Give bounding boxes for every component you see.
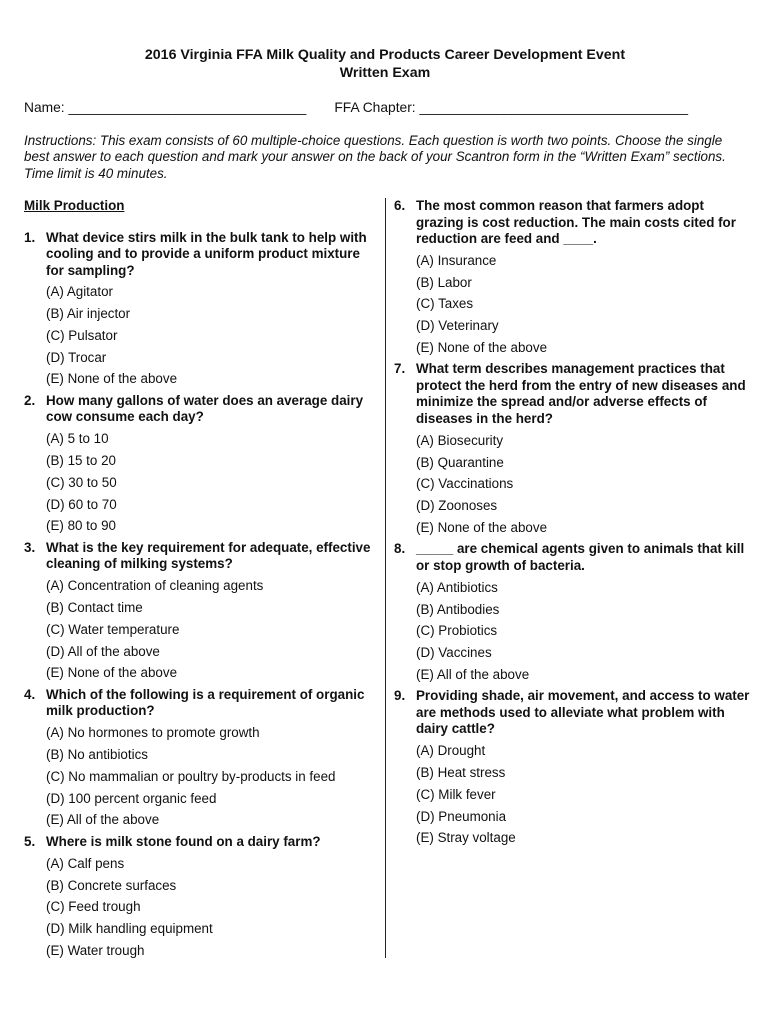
answer-option[interactable]: (A) Drought — [416, 743, 486, 759]
answer-option[interactable]: (C) 30 to 50 — [46, 474, 117, 490]
answer-option[interactable]: (A) Agitator — [46, 284, 113, 300]
answer-option[interactable]: (B) Heat stress — [416, 765, 506, 781]
question-text: The most common reason that farmers adopt grazing is cost reduction. The main costs cited for reduction are feed and ____. — [416, 198, 736, 246]
question-number: 3. — [24, 539, 36, 555]
question-text: How many gallons of water does an average dairy cow consume each day? — [46, 392, 364, 425]
answer-option[interactable]: (B) Air injector — [46, 306, 131, 322]
title-line-1: 2016 Virginia FFA Milk Quality and Products Career Development Event — [144, 47, 626, 63]
answer-option[interactable]: (D) Veterinary — [416, 318, 499, 334]
question-text: What device stirs milk in the bulk tank to help with cooling and to provide a uniform product mixture for sampling? — [46, 229, 367, 278]
answer-option[interactable]: (E) None of the above — [416, 339, 548, 355]
answer-option[interactable]: (B) Contact time — [46, 600, 143, 616]
answer-option[interactable]: (B) 15 to 20 — [46, 453, 116, 469]
question — [24, 393, 380, 426]
answer-option[interactable]: (E) Water trough — [46, 942, 145, 958]
answer-option[interactable]: (D) Trocar — [46, 349, 107, 365]
answer-option[interactable]: (C) Probiotics — [416, 623, 498, 639]
question-number: 6. — [394, 198, 406, 213]
section-title: Milk Production — [24, 198, 125, 213]
question-item — [24, 540, 380, 682]
question-text: Providing shade, air movement, and access to water are methods used to alleviate what problem with dairy cattle? — [416, 688, 750, 737]
answer-option[interactable]: (A) Biosecurity — [416, 432, 504, 448]
answer-option[interactable]: (C) Milk fever — [416, 786, 496, 802]
question-number: 9. — [394, 688, 406, 704]
question — [394, 198, 754, 248]
question-item — [394, 361, 754, 536]
question-item — [24, 393, 380, 535]
question-item — [24, 834, 380, 959]
answer-option[interactable]: (D) All of the above — [46, 643, 160, 659]
question-number: 1. — [24, 229, 36, 245]
answer-option[interactable]: (B) No antibiotics — [46, 747, 148, 763]
name-chapter-row — [24, 100, 688, 117]
answer-option[interactable]: (C) Vaccinations — [416, 476, 514, 492]
answer-option[interactable]: (E) 80 to 90 — [46, 518, 116, 534]
answer-option[interactable]: (A) 5 to 10 — [46, 431, 109, 447]
answer-option[interactable]: (C) Pulsator — [46, 327, 118, 343]
question-text: Which of the following is a requirement of organic milk production? — [46, 686, 365, 719]
answer-option[interactable]: (D) 60 to 70 — [46, 496, 117, 512]
question-number: 2. — [24, 392, 36, 408]
answer-option[interactable]: (E) Stray voltage — [416, 830, 516, 846]
question-item — [394, 198, 754, 356]
question-item — [24, 230, 380, 388]
left-column — [24, 198, 380, 964]
question — [24, 230, 380, 280]
answer-option[interactable]: (B) Concrete surfaces — [46, 877, 177, 893]
answer-option[interactable]: (D) Milk handling equipment — [46, 921, 213, 937]
chapter-field[interactable]: FFA Chapter: ___________________________________ — [334, 100, 689, 115]
question-text: Where is milk stone found on a dairy farm? — [46, 833, 321, 849]
answer-option[interactable]: (C) Water temperature — [46, 621, 180, 637]
question — [24, 834, 380, 851]
answer-option[interactable]: (A) Calf pens — [46, 855, 125, 871]
answer-option[interactable]: (E) None of the above — [46, 371, 178, 387]
question — [24, 540, 380, 573]
answer-option[interactable]: (B) Antibodies — [416, 601, 500, 617]
answer-option[interactable]: (D) 100 percent organic feed — [46, 790, 217, 806]
answer-option[interactable]: (C) Taxes — [416, 296, 474, 312]
question-text: What is the key requirement for adequate, effective cleaning of milking systems? — [46, 539, 371, 572]
answer-option[interactable]: (B) Labor — [416, 274, 472, 290]
answer-option[interactable]: (D) Pneumonia — [416, 808, 507, 824]
question-item — [24, 687, 380, 829]
question-text: _____ are chemical agents given to animals that kill or stop growth of bacteria. — [416, 541, 745, 573]
answer-option[interactable]: (D) Zoonoses — [416, 498, 498, 514]
question-number: 8. — [394, 541, 406, 557]
answer-option[interactable]: (A) Insurance — [416, 252, 497, 268]
title-line-2: Written Exam — [339, 65, 431, 81]
question — [394, 361, 754, 427]
answer-option[interactable]: (E) None of the above — [46, 665, 178, 681]
question-text: What term describes management practices that protect the herd from the entry of new diseases and minimize the spread and/or adverse effects of diseases in the herd? — [416, 361, 746, 426]
question — [24, 687, 380, 720]
answer-option[interactable]: (A) No hormones to promote growth — [46, 725, 260, 741]
answer-option[interactable]: (A) Antibiotics — [416, 579, 498, 595]
answer-option[interactable]: (C) No mammalian or poultry by-products in feed — [46, 768, 336, 784]
answer-option[interactable]: (E) All of the above — [416, 666, 530, 682]
instructions: Instructions: This exam consists of 60 multiple-choice questions. Each question is worth two points. Choose the single best answer to each question and mark your answer on the back of your Scantron form in the “Written Exam” sections. Time limit is 40 minutes. — [24, 133, 726, 181]
answer-option[interactable]: (E) None of the above — [416, 519, 548, 535]
name-field[interactable]: Name: _______________________________ — [24, 100, 307, 115]
question-number: 5. — [24, 833, 36, 849]
question-item — [394, 541, 754, 683]
right-column — [394, 198, 754, 852]
question-item — [394, 688, 754, 846]
answer-option[interactable]: (B) Quarantine — [416, 454, 504, 470]
answer-option[interactable]: (D) Vaccines — [416, 645, 492, 661]
answer-option[interactable]: (E) All of the above — [46, 812, 160, 828]
exam-title — [0, 46, 770, 82]
column-divider — [385, 198, 386, 958]
question-number: 4. — [24, 686, 36, 702]
question-number: 7. — [394, 361, 406, 377]
question — [394, 541, 754, 574]
answer-option[interactable]: (C) Feed trough — [46, 899, 141, 915]
question — [394, 688, 754, 738]
answer-option[interactable]: (A) Concentration of cleaning agents — [46, 578, 264, 594]
